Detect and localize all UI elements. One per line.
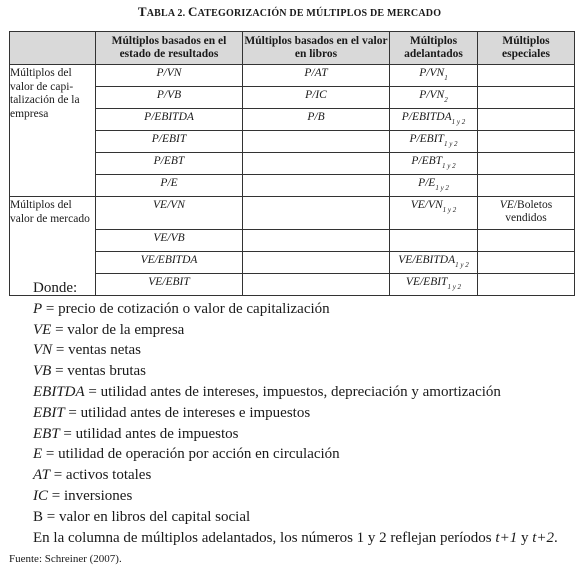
definition-line: VE = valor de la empresa: [33, 321, 185, 338]
definition-line: P = precio de cotización o valor de capitalización: [33, 300, 330, 317]
table-cell: VE/Boletos vendidos: [478, 197, 575, 230]
definition-line: VB = ventas brutas: [33, 363, 147, 380]
notes-intro: Donde:: [33, 280, 78, 296]
title-part: C: [188, 4, 198, 19]
table-cell: VE/EBITDA: [96, 252, 243, 274]
table-cell: $P/VN_1$: [390, 65, 478, 87]
group-label: Múltiplos del valor de capi-talización de la empresa: [10, 65, 96, 197]
definition-line: EBITDA = utilidad antes de intereses, impuestos, depreciación y amortización: [33, 383, 501, 400]
definition-line: VN = ventas netas: [33, 342, 142, 359]
definition-line: EBIT = utilidad antes de intereses e impuestos: [33, 404, 311, 421]
header-cell-empty: [10, 32, 96, 65]
group-label: Múltiplos del valor de mercado: [10, 197, 96, 296]
table-cell: VE/VN: [96, 197, 243, 230]
table-cell: P/EBT: [96, 153, 243, 175]
table-row: [10, 65, 575, 87]
table-cell: P/VB: [96, 87, 243, 109]
table-cell: P/EBIT: [96, 131, 243, 153]
table-cell: P/IC: [243, 87, 390, 109]
table-cell: [478, 131, 575, 153]
table-cell: [243, 230, 390, 252]
table-cell: VE/EBIT: [96, 274, 243, 296]
table-cell: $P/EBT_{1 y 2}$: [390, 153, 478, 175]
definition-line: EBT = utilidad antes de impuestos: [33, 425, 239, 442]
table-cell: [243, 175, 390, 197]
table-cell: [390, 230, 478, 252]
table-cell: VE/VB: [96, 230, 243, 252]
notes-final-line: En la columna de múltiplos adelantados, los números 1 y 2 reflejan períodos t+1 y t+2.: [33, 529, 558, 546]
table-cell: P/EBITDA: [96, 109, 243, 131]
table-cell: [478, 153, 575, 175]
definition-line: AT = activos totales: [33, 467, 152, 484]
definitions-notes: [33, 278, 578, 548]
table-cell: [243, 131, 390, 153]
table-cell: [478, 109, 575, 131]
table-cell: P/VN: [96, 65, 243, 87]
table-header-row: [10, 32, 575, 65]
source-note: Fuente: Schreiner (2007).: [9, 553, 122, 565]
table-cell: P/B: [243, 109, 390, 131]
table-cell: $VE/EBITDA_{1 y 2}$: [390, 252, 478, 274]
table-cell: P/AT: [243, 65, 390, 87]
header-cell-book: Múltiplos basados en el valor en libros: [243, 32, 390, 65]
table-cell: [243, 197, 390, 230]
definition-line: B = valor en libros del capital social: [33, 508, 251, 525]
table-cell: [478, 230, 575, 252]
table-cell: [478, 87, 575, 109]
table-cell: $P/EBITDA_{1 y 2}$: [390, 109, 478, 131]
definition-line: IC = inversiones: [33, 487, 133, 504]
table-cell: [478, 252, 575, 274]
table-cell: $VE/VN_{1 y 2}$: [390, 197, 478, 230]
title-part: ATEGORIZACIÓN DE MÚLTIPLOS DE MERCADO: [197, 8, 442, 19]
table-cell: $VE/EBIT_{1 y 2}$: [390, 274, 478, 296]
title-part: ABLA 2.: [146, 8, 189, 19]
table-cell: [243, 252, 390, 274]
table-cell: $P/VN_2$: [390, 87, 478, 109]
table-cell: [478, 65, 575, 87]
header-cell-special: Múltiplos especiales: [478, 32, 575, 65]
table-row: [10, 197, 575, 230]
table-cell: [243, 153, 390, 175]
header-cell-income: Múltiplos basados en el estado de resultados: [96, 32, 243, 65]
table-cell: $P/E_{1 y 2}$: [390, 175, 478, 197]
table-cell: P/E: [96, 175, 243, 197]
header-cell-forward: Múltiplos adelantados: [390, 32, 478, 65]
table-cell: [478, 175, 575, 197]
multiples-table: [9, 31, 575, 296]
table-title: [0, 4, 579, 20]
table-cell: $P/EBIT_{1 y 2}$: [390, 131, 478, 153]
title-part: T: [137, 4, 147, 19]
definition-line: E = utilidad de operación por acción en circulación: [33, 446, 340, 463]
